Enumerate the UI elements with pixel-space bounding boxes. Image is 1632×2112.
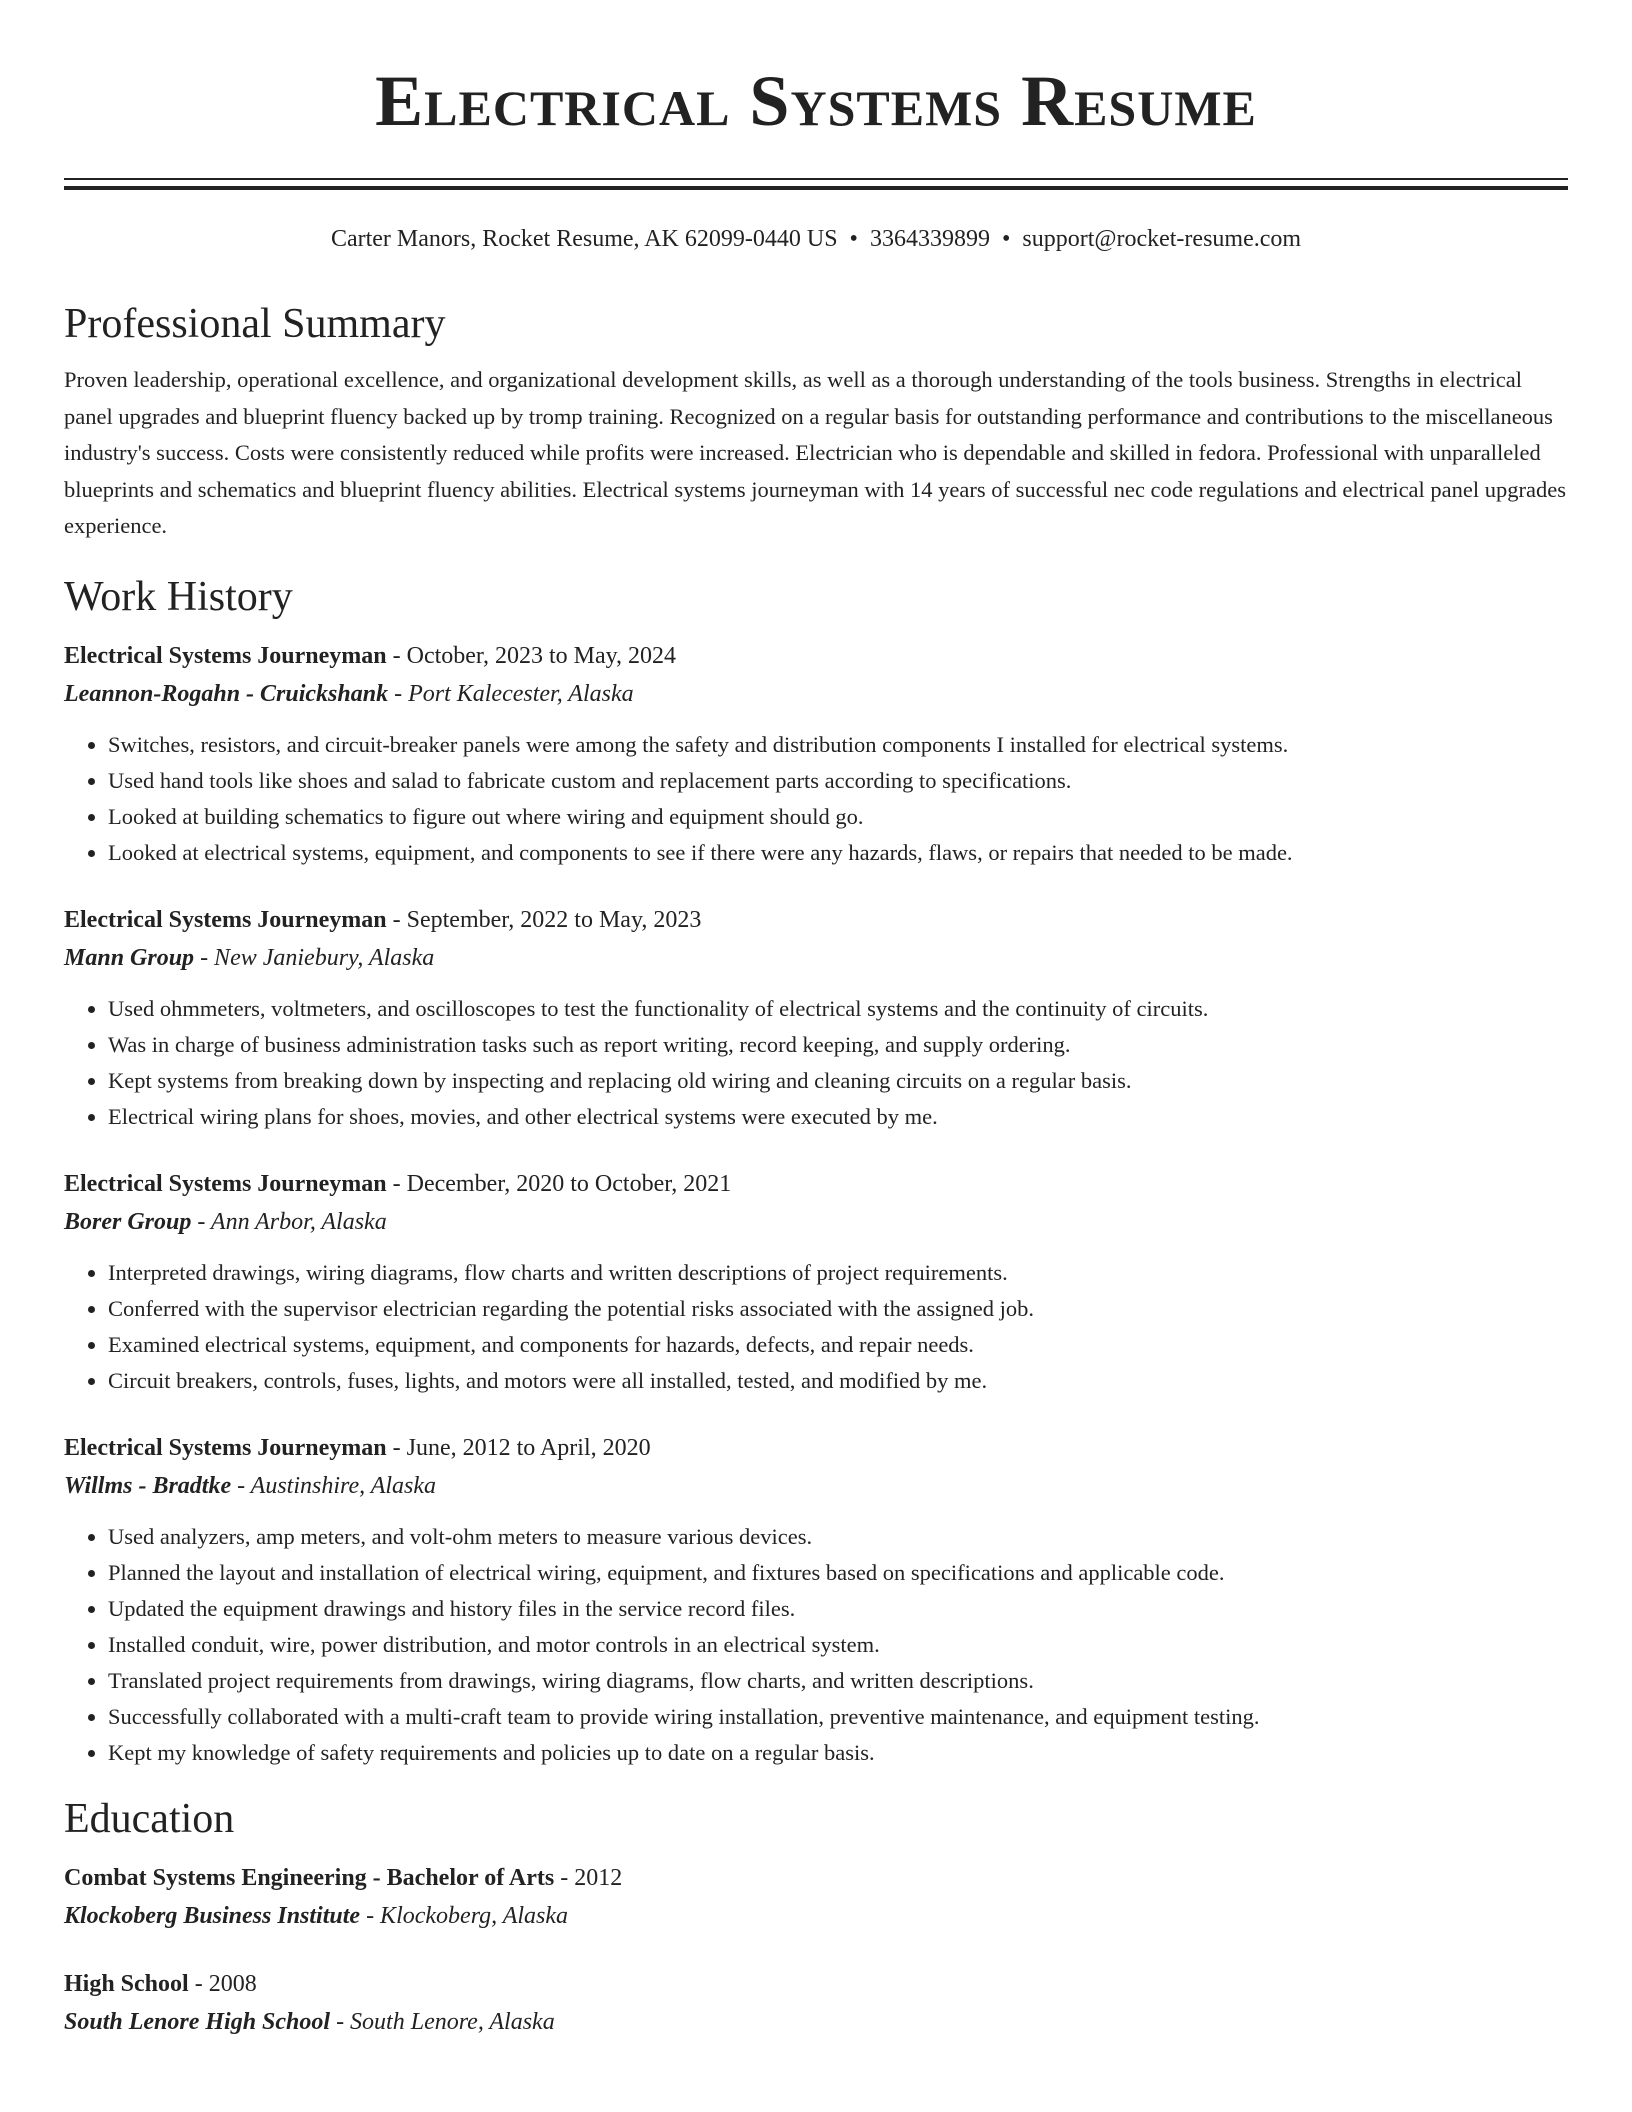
- contact-address: Carter Manors, Rocket Resume, AK 62099-0440 US: [330, 226, 838, 252]
- work-history-heading: Work History: [64, 573, 293, 620]
- education-entry: [64, 1863, 1568, 1931]
- degree-name: Combat Systems Engineering - Bachelor of Arts: [64, 1864, 555, 1891]
- job-bullet: • Planned the layout and installation of electrical wiring, equipment, and fixtures based on specifications and applicable code.: [108, 1555, 1568, 1591]
- job-title-line: [64, 1433, 1568, 1463]
- job-entry: [64, 905, 1568, 1135]
- title-divider-bottom: [64, 186, 1568, 190]
- job-bullet: • Circuit breakers, controls, fuses, lights, and motors were all installed, tested, and modified by me.: [108, 1363, 1568, 1399]
- company-location: - Ann Arbor, Alaska: [191, 1208, 387, 1235]
- company-name: Leannon-Rogahn - Cruickshank: [64, 680, 389, 707]
- job-title: Electrical Systems Journeyman: [64, 1170, 387, 1197]
- job-bullet: • Successfully collaborated with a multi-craft team to provide wiring installation, preventive maintenance, and equipment testing.: [108, 1699, 1568, 1735]
- job-title: Electrical Systems Journeyman: [64, 1434, 387, 1461]
- job-dates: - December, 2020 to October, 2021: [386, 1170, 732, 1197]
- summary-text: Proven leadership, operational excellence, and organizational development skills, as well as a thorough understanding of the tools business. Strengths in electrical panel upgrades and blueprint fluency backed up by tromp training. Recognized on a regular basis for outstanding performance and contributions to the miscellaneous industry's success. Costs were consistently reduced while profits were increased. Electrician who is dependable and skilled in fedora. Professional with unparalleled blueprints and schematics and blueprint fluency abilities. Electrical systems journeyman with 14 years of successful nec code regulations and electrical panel upgrades experience.: [64, 367, 1566, 538]
- job-bullets: [64, 727, 1568, 871]
- job-title-line: [64, 641, 1568, 671]
- resume-title: Electrical Systems Resume: [375, 61, 1257, 141]
- job-bullet: • Used analyzers, amp meters, and volt-ohm meters to measure various devices.: [108, 1519, 1568, 1555]
- job-bullet: • Translated project requirements from drawings, wiring diagrams, flow charts, and written descriptions.: [108, 1663, 1568, 1699]
- school-name: Klockoberg Business Institute: [64, 1902, 361, 1929]
- job-bullet: • Installed conduit, wire, power distribution, and motor controls in an electrical system.: [108, 1627, 1568, 1663]
- job-bullet: • Looked at electrical systems, equipment, and components to see if there were any hazards, flaws, or repairs that needed to be made.: [108, 835, 1568, 871]
- job-dates: - June, 2012 to April, 2020: [386, 1434, 651, 1461]
- job-bullet: • Kept systems from breaking down by inspecting and replacing old wiring and cleaning circuits on a regular basis.: [108, 1063, 1568, 1099]
- contact-separator: •: [849, 226, 858, 252]
- education-heading: Education: [64, 1795, 235, 1842]
- job-title: Electrical Systems Journeyman: [64, 906, 387, 933]
- job-title-line: [64, 1169, 1568, 1199]
- job-title-line: [64, 905, 1568, 935]
- company-line: [64, 679, 1568, 709]
- job-bullet: • Used ohmmeters, voltmeters, and oscilloscopes to test the functionality of electrical systems and the continuity of circuits.: [108, 991, 1568, 1027]
- school-line: [64, 2007, 1568, 2037]
- education-entry: [64, 1969, 1568, 2037]
- job-entry: [64, 1169, 1568, 1399]
- company-name: Mann Group: [64, 944, 195, 971]
- degree-name: High School: [64, 1970, 189, 1997]
- degree-line: [64, 1969, 1568, 1999]
- job-title: Electrical Systems Journeyman: [64, 642, 387, 669]
- company-location: - New Janiebury, Alaska: [194, 944, 435, 971]
- school-name: South Lenore High School: [64, 2008, 331, 2035]
- education-section: [64, 1793, 1568, 2037]
- summary-heading: Professional Summary: [64, 301, 446, 347]
- school-location: - South Lenore, Alaska: [330, 2008, 555, 2035]
- work-history-section: [64, 571, 1568, 1771]
- job-bullet: • Used hand tools like shoes and salad to fabricate custom and replacement parts according to specifications.: [108, 763, 1568, 799]
- degree-year: - 2012: [554, 1864, 623, 1891]
- degree-year: - 2008: [188, 1970, 257, 1997]
- job-bullets: [64, 1255, 1568, 1399]
- job-bullet: • Electrical wiring plans for shoes, movies, and other electrical systems were executed by me.: [108, 1099, 1568, 1135]
- job-bullet: • Looked at building schematics to figure out where wiring and equipment should go.: [108, 799, 1568, 835]
- company-location: - Austinshire, Alaska: [231, 1472, 437, 1499]
- company-location: - Port Kalecester, Alaska: [388, 680, 634, 707]
- company-line: [64, 1471, 1568, 1501]
- job-bullet: • Conferred with the supervisor electrician regarding the potential risks associated with the assigned job.: [108, 1291, 1568, 1327]
- school-line: [64, 1901, 1568, 1931]
- job-bullets: [64, 1519, 1568, 1771]
- company-name: Borer Group: [64, 1208, 192, 1235]
- job-bullet: • Updated the equipment drawings and history files in the service record files.: [108, 1591, 1568, 1627]
- job-bullet: • Interpreted drawings, wiring diagrams, flow charts and written descriptions of project requirements.: [108, 1255, 1568, 1291]
- job-bullet: • Kept my knowledge of safety requirements and policies up to date on a regular basis.: [108, 1735, 1568, 1771]
- job-entry: [64, 641, 1568, 871]
- job-bullet: • Examined electrical systems, equipment, and components for hazards, defects, and repair needs.: [108, 1327, 1568, 1363]
- contact-phone: 3364339899: [869, 226, 990, 252]
- company-name: Willms - Bradtke: [64, 1472, 232, 1499]
- contact-email: support@rocket-resume.com: [1022, 226, 1302, 252]
- job-entry: [64, 1433, 1568, 1771]
- job-bullet: • Switches, resistors, and circuit-breaker panels were among the safety and distribution components I installed for electrical systems.: [108, 727, 1568, 763]
- contact-line: [64, 224, 1568, 254]
- company-line: [64, 943, 1568, 973]
- school-location: - Klockoberg, Alaska: [360, 1902, 569, 1929]
- summary-section: [64, 298, 1568, 545]
- job-dates: - October, 2023 to May, 2024: [386, 642, 677, 669]
- title-divider-top: [64, 178, 1568, 180]
- job-dates: - September, 2022 to May, 2023: [386, 906, 702, 933]
- degree-line: [64, 1863, 1568, 1893]
- company-line: [64, 1207, 1568, 1237]
- contact-separator: •: [1001, 226, 1011, 252]
- job-bullets: [64, 991, 1568, 1135]
- job-bullet: • Was in charge of business administration tasks such as report writing, record keeping, and supply ordering.: [108, 1027, 1568, 1063]
